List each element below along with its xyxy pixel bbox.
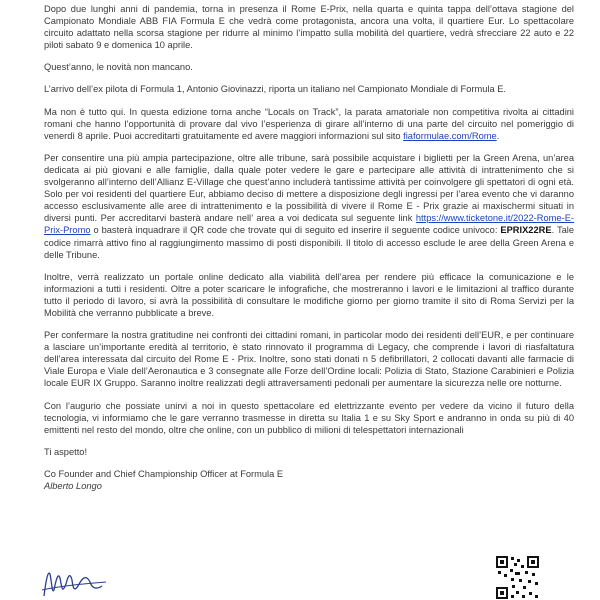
green-arena-text: Per consentire una più ampia partecipazione, oltre alle tribune, sarà possibile acquistare i biglietti per la Green Arena, un’area dedicata ai più giovani e alle famiglie, dalla quale poter vedere le gare e partecipare alle attività di intrattenimento che si svolgeranno all’interno dell’Allianz E-Village che quest’anno includerà tantissime attività per coinvolgere gli spettatori di ogni età. Solo per voi residenti del quartiere Eur, abbiamo deciso di mettere a disposizione degli ingressi per l’area evento che vi daranno accesso esclusivamente alle aree di intrattenimento e la possibilità di vivere il Rome E - Prix grazie ai maxischermi situati in diversi punti. Per accreditarvi basterà andare nell’ area a voi dedicata sul seguente link bbox=[44, 152, 574, 224]
fiaformulae-link[interactable]: fiaformulae.com/Rome bbox=[403, 130, 497, 141]
paragraph-legacy: Per confermare la nostra gratitudine nei confronti dei cittadini romani, in particolar modo dei residenti dell’EUR, e per continuare a lasciare un’importante eredità al territorio, è stato rinnovato il programma di Legacy, che comprende i lavori di riasfaltatura dell’area interessata dal circuito del Rome E - Prix. Inoltre, sono stati donati n 5 defibrillatori, 2 collocati davanti alle farmacie di Viale Europa e Viale dell’Aeronautica e 3 consegnate alle Forze dell’Ordine locali: Polizia di Stato, Stazione Carabinieri e Polizia locale EUR IX Gruppo. Saranno inoltre realizzati degli attraversamenti pedonali per aumentare la sicurezza nelle ore notturne. bbox=[44, 330, 574, 389]
paragraph-news: Quest’anno, le novità non mancano. bbox=[44, 62, 193, 73]
paragraph-locals-on-track bbox=[44, 106, 574, 142]
code-validity-text: . Tale codice rimarrà attivo fino al raggiungimento massimo di posti disponibili. Il titolo di accesso esclude le aree della Green Arena e delle Tribune. bbox=[44, 225, 574, 260]
paragraph-portal: Inoltre, verrà realizzato un portale online dedicato alla viabilità dell’area per rendere più efficace la comunicazione e le informazioni a tutti i residenti. Oltre a poter scaricare le infografiche, che mostreranno i lavori e le limitazioni al traffico durante tutto il periodo di lavoro, si avrà la possibilità di consultare le modifiche giorno per giorno tramite il sito di Roma Servizi per la Mobilità che verranno pubblicate a breve. bbox=[44, 271, 574, 318]
qr-code[interactable] bbox=[495, 555, 540, 600]
ticketone-link[interactable]: https://www.ticketone.it/2022-Rome-E-Prix-Promo bbox=[44, 213, 574, 236]
paragraph-broadcast: Con l’augurio che possiate unirvi a noi in questo spettacolare ed elettrizzante evento per vedere da vicino il futuro della tecnologia, vi informiamo che le gare verranno trasmesse in diretta su Italia 1 e su Sky Sport e andranno in onda su più di 40 emittenti nel resto del mondo, oltre che online, con un pubblico di milioni di telespettatori internazionali bbox=[44, 400, 574, 435]
promo-code: EPRIX22RE bbox=[500, 225, 552, 236]
paragraph-giovinazzi: L’arrivo dell’ex pilota di Formula 1, Antonio Giovinazzi, riporta un italiano nel Campionato Mondiale di Formula E. bbox=[44, 84, 506, 95]
locals-text: Ma non è tutto qui. In questa edizione torna anche “Locals on Track”, la parata amatoriale non competitiva rivolta ai cittadini romani che hanno l’opportunità di provare dal vivo l’esperienza di girare all’interno di una parte del circuito nel pomeriggio di venerdì 8 aprile. Puoi accreditarti gratuitamente ed avere maggiori informazioni sul sito bbox=[44, 106, 574, 141]
signer-name: Alberto Longo bbox=[44, 481, 102, 491]
paragraph-green-arena bbox=[44, 152, 574, 261]
handwritten-signature bbox=[40, 560, 110, 600]
paragraph-intro: Dopo due lunghi anni di pandemia, torna in presenza il Rome E-Prix, nella quarta e quinta tappa dell’ottava stagione del Campionato Mondiale ABB FIA Formula E che vedrà come protagonista, ancora una volta, il quartiere Eur. Lo spettacolare circuito adattato nella scorsa stagione per ridurre al minimo l’impatto sulla mobilità del quartiere, vedrà sfrecciare 22 auto e 22 piloti sabato 9 e domenica 10 aprile. bbox=[44, 4, 574, 51]
closing-line: Ti aspetto! bbox=[44, 446, 88, 457]
locals-end: . bbox=[496, 130, 500, 141]
signer-role: Co Founder and Chief Championship Officer at Formula E bbox=[44, 468, 284, 479]
letter-body bbox=[44, 3, 574, 492]
qr-instruction-text: o basterà inquadrare il QR code che trovate qui di seguito ed inserire il seguente codice univoco: bbox=[90, 225, 501, 236]
